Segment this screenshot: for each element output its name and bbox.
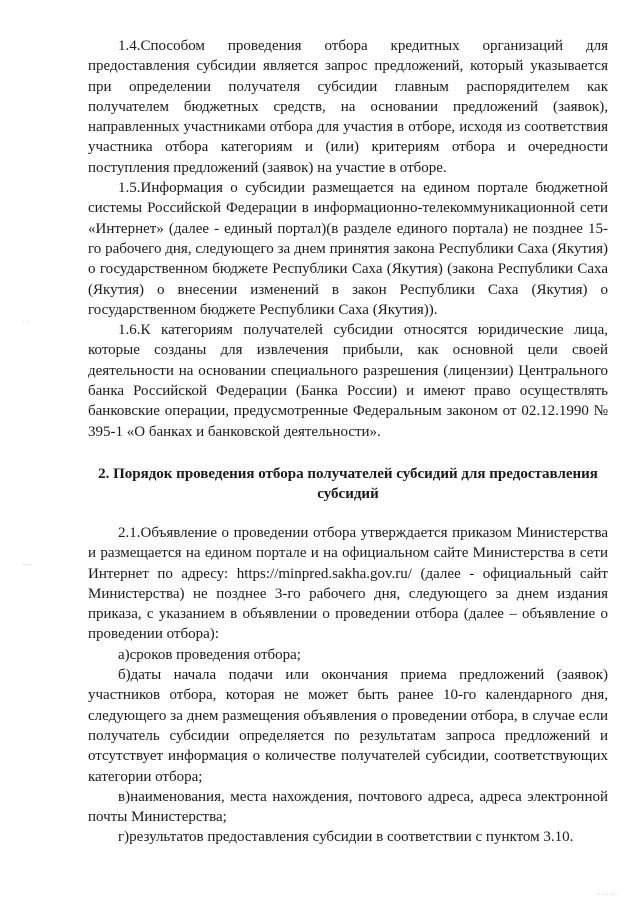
paragraph-2-1: 2.1.Объявление о проведении отбора утверждается приказом Министерства и размещается на едином портале и на официальном сайте Министерства в сети Интернет по адресу: https://minpred.sakha.gov.ru/ (далее - официальный сайт Министерства) не позднее 3-го рабочего дня, следующего за днем издания приказа, с указанием в объявлении о проведении отбора (далее – объявление о проведении отбора):: [88, 524, 608, 643]
paragraph-1-5: 1.5.Информация о субсидии размещается на едином портале бюджетной системы Российской Федерации в информационно-телекоммуникационной сети «Интернет» (далее - единый портал)(в разделе единого портала) не позднее 15-го рабочего дня, следующего за днем принятия закона Республики Саха (Якутия) о государственном бюджете Республики Саха (Якутия) (закона Республики Саха (Якутия) о внесении изменений в закон Республики Саха (Якутия) о государственном бюджете Республики Саха (Якутия)).: [88, 180, 608, 318]
paragraph-1-6: 1.6.К категориям получателей субсидии относятся юридические лица, которые созданы для извлечения прибыли, как основной цели своей деятельности на основании специального разрешения (лицензии) Центрального банка Российской Федерации (Банка России) и имеют право осуществлять банковские операции, предусмотренные Федеральным законом от 02.12.1990 № 395-1 «О банках и банковской деятельности».: [88, 322, 608, 440]
scan-speck: ·––: [22, 560, 33, 569]
paragraph-1-4: 1.4.Способом проведения отбора кредитных организаций для предоставления субсидии является запрос предложений, который указывается при определении получателя субсидии главным распорядителем как получателем бюджетных средств, на основании предложений (заявок), направленных участниками отбора для участия в отборе, исходя из соответствия участника отбора категориям и (или) критериям отбора и очередности поступления предложений (заявок) на участие в отборе.: [88, 38, 608, 176]
scan-speck: · ·: [22, 318, 30, 327]
section-heading: 2. Порядок проведения отбора получателей субсидий для предоставления субсидий: [98, 465, 598, 502]
scan-speck: ·········: [596, 890, 619, 899]
document-page: [88, 36, 608, 848]
list-item-a: а)сроков проведения отбора;: [118, 646, 301, 663]
list-item-b: б)даты начала подачи или окончания приема предложений (заявок) участников отбора, которая не может быть ранее 10-го календарного дня, следующего за днем размещения объявления о проведении отбора, в случае если получатель субсидии определяется по результатам запроса предложений и отсутствует информация о количестве получателей субсидии, соответствующих категории отбора;: [88, 667, 608, 785]
list-item-g: г)результатов предоставления субсидии в соответствии с пунктом 3.10.: [118, 829, 574, 846]
list-item-v: в)наименования, места нахождения, почтового адреса, адреса электронной почты Министерства;: [88, 788, 608, 826]
